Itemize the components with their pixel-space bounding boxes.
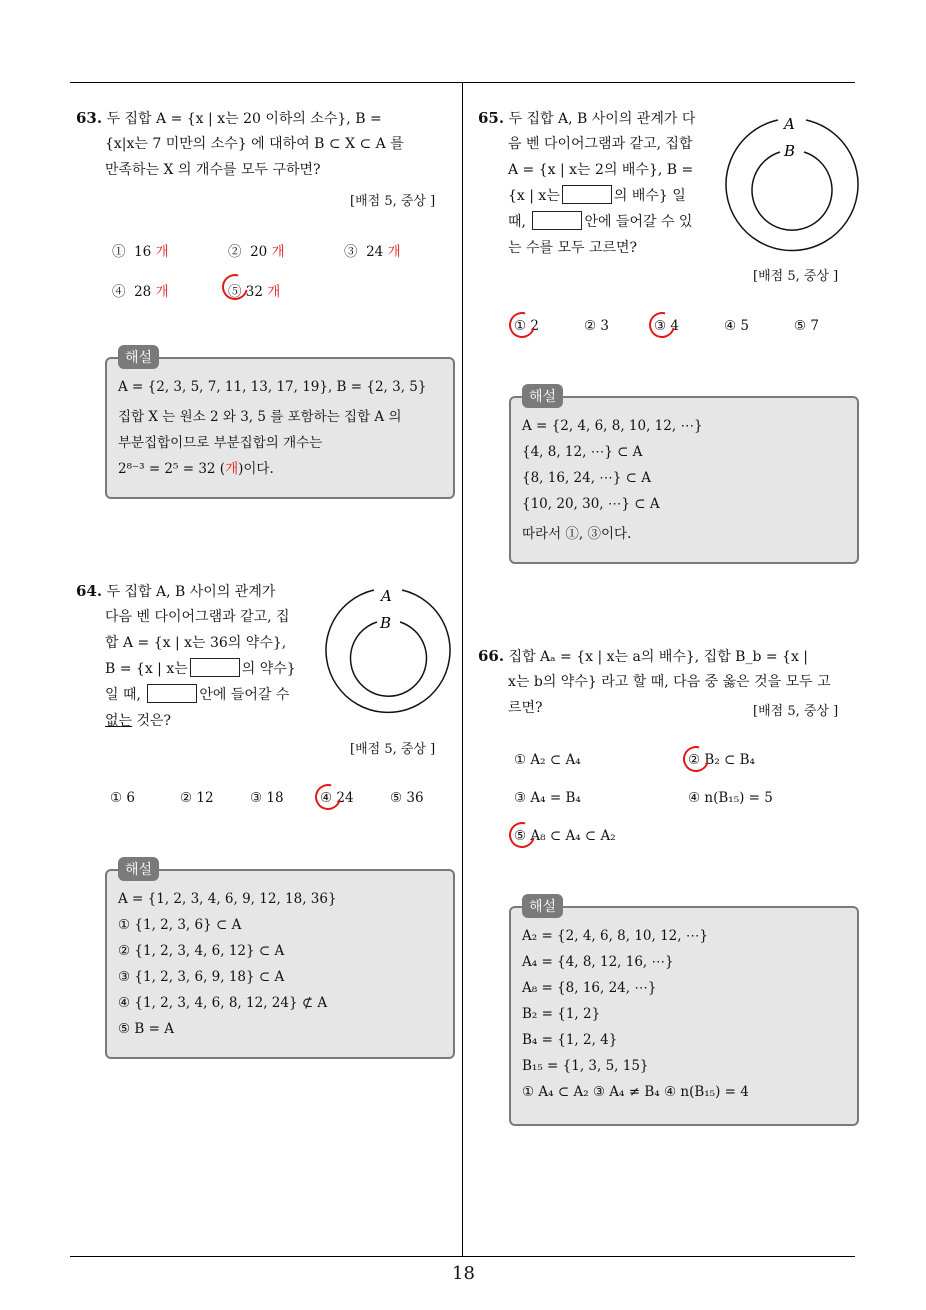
question-text-line: 두 집합 A, B 사이의 관계가 다 (508, 111, 696, 127)
answer-blank-box (147, 684, 197, 703)
solution-line: B₄ = {1, 2, 4} (522, 1032, 618, 1048)
solution-line: ④ {1, 2, 3, 4, 6, 8, 12, 24} ⊄ A (118, 995, 328, 1011)
answer-circle-mark (644, 307, 680, 343)
venn-outer-label: A (784, 115, 795, 133)
bottom-rule (70, 1256, 855, 1257)
question-number: 66. (478, 647, 505, 665)
page-number: 18 (452, 1263, 475, 1284)
question-text-line: 다음 벤 다이어그램과 같고, 집 (105, 609, 290, 625)
venn-diagram (322, 580, 454, 725)
answer-circle-mark (504, 817, 540, 853)
choice-2[interactable]: ② 12 (180, 790, 214, 806)
solution-line: B₁₅ = {1, 3, 5, 15} (522, 1058, 649, 1074)
choice-5[interactable]: ⑤ 7 (794, 318, 819, 334)
question-text-line: {x|x는 7 미만의 소수} 에 대하여 B ⊂ X ⊂ A 를 (105, 136, 404, 152)
solution-tab: 해설 (118, 345, 159, 369)
choice-3[interactable]: ③ 18 (250, 790, 284, 806)
solution-line: ② {1, 2, 3, 4, 6, 12} ⊂ A (118, 943, 285, 959)
score-label: [배점 5, 중상 ] (350, 742, 436, 757)
solution-line: 2⁸⁻³ = 2⁵ = 32 (개)이다. (118, 461, 274, 477)
column-divider (462, 82, 463, 1257)
question-text-line: 집합 Aₐ = {x | x는 a의 배수}, 집합 B_b = {x | (508, 649, 809, 665)
solution-line: ① {1, 2, 3, 6} ⊂ A (118, 917, 242, 933)
solution-line: A = {2, 3, 5, 7, 11, 13, 17, 19}, B = {2, 3, 5} (118, 379, 427, 395)
venn-outer-label: A (381, 587, 392, 605)
answer-circle-mark (310, 779, 346, 815)
question-text-line: 합 A = {x | x는 36의 약수}, (105, 635, 287, 651)
question-text-line: {x | x는 의 배수} 일 (508, 183, 686, 209)
venn-inner-label: B (784, 142, 796, 160)
choice-3[interactable]: ③ 24 개 (344, 244, 401, 260)
question-text-line: 때, 안에 들어갈 수 있 (508, 209, 692, 235)
solution-line: ⑤ B = A (118, 1021, 174, 1037)
question-text-line: 두 집합 A = {x | x는 20 이하의 소수}, B = (106, 111, 382, 127)
answer-blank-box (190, 658, 240, 677)
question-text-line: 일 때, 안에 들어갈 수 (105, 682, 289, 708)
score-label: [배점 5, 중상 ] (753, 269, 839, 284)
choice-3[interactable]: ③ 4 (654, 318, 679, 334)
solution-line: B₂ = {1, 2} (522, 1006, 601, 1022)
question-number: 65. (478, 109, 505, 127)
solution-line: {4, 8, 12, ⋯} ⊂ A (522, 444, 643, 460)
question-text-line: 두 집합 A, B 사이의 관계가 (106, 584, 276, 600)
choice-5[interactable]: ⑤ 32 개 (228, 284, 281, 300)
question-text-line: 는 수를 모두 고르면? (508, 240, 638, 256)
choice-5[interactable]: ⑤ A₈ ⊂ A₄ ⊂ A₂ (514, 828, 616, 844)
solution-line: A₈ = {8, 16, 24, ⋯} (522, 980, 657, 996)
choice-4[interactable]: ④ 5 (724, 318, 749, 334)
solution-line: A₄ = {4, 8, 12, 16, ⋯} (522, 954, 674, 970)
answer-circle-mark (504, 307, 540, 343)
solution-line: 집합 X 는 원소 2 와 3, 5 를 포함하는 집합 A 의 (118, 409, 402, 425)
venn-diagram (722, 110, 862, 262)
score-label: [배점 5, 중상 ] (753, 704, 839, 719)
question-text-line: 만족하는 X 의 개수를 모두 구하면? (105, 162, 321, 178)
solution-tab: 해설 (118, 857, 159, 881)
solution-line: {10, 20, 30, ⋯} ⊂ A (522, 496, 660, 512)
solution-line: 따라서 ①, ③이다. (522, 526, 632, 542)
choice-1[interactable]: ① 16 개 (112, 244, 169, 260)
question-text-line: x는 b의 약수} 라고 할 때, 다음 중 옳은 것을 모두 고 (508, 674, 831, 690)
choice-4[interactable]: ④ n(B₁₅) = 5 (688, 790, 773, 806)
venn-inner-label: B (380, 614, 392, 632)
solution-line: ③ {1, 2, 3, 6, 9, 18} ⊂ A (118, 969, 285, 985)
choice-1[interactable]: ① 6 (110, 790, 135, 806)
choice-2[interactable]: ② 3 (584, 318, 609, 334)
choice-1[interactable]: ① 2 (514, 318, 539, 334)
solution-line: 부분집합이므로 부분집합의 개수는 (118, 435, 323, 451)
solution-line: ① A₄ ⊂ A₂ ③ A₄ ≠ B₄ ④ n(B₁₅) = 4 (522, 1084, 749, 1100)
solution-line: A = {2, 4, 6, 8, 10, 12, ⋯} (522, 418, 703, 434)
question-text-line: 없는 것은? (105, 713, 172, 729)
choice-2[interactable]: ② B₂ ⊂ B₄ (688, 752, 755, 768)
question-text-line: A = {x | x는 2의 배수}, B = (508, 162, 694, 178)
choice-4[interactable]: ④ 24 (320, 790, 354, 806)
question-number: 64. (76, 582, 103, 600)
choice-5[interactable]: ⑤ 36 (390, 790, 424, 806)
choice-3[interactable]: ③ A₄ = B₄ (514, 790, 581, 806)
choice-4[interactable]: ④ 28 개 (112, 284, 169, 300)
choice-2[interactable]: ② 20 개 (228, 244, 285, 260)
question-text-line: 음 벤 다이어그램과 같고, 집합 (508, 136, 693, 152)
choice-1[interactable]: ① A₂ ⊂ A₄ (514, 752, 581, 768)
score-label: [배점 5, 중상 ] (350, 194, 436, 209)
answer-blank-box (532, 211, 582, 230)
solution-line: A = {1, 2, 3, 4, 6, 9, 12, 18, 36} (118, 891, 337, 907)
question-text-line: 르면? (508, 700, 543, 716)
solution-tab: 해설 (522, 894, 563, 918)
solution-tab: 해설 (522, 384, 563, 408)
solution-line: A₂ = {2, 4, 6, 8, 10, 12, ⋯} (522, 928, 708, 944)
solution-line: {8, 16, 24, ⋯} ⊂ A (522, 470, 652, 486)
answer-blank-box (562, 185, 612, 204)
question-number: 63. (76, 109, 103, 127)
question-text-line: B = {x | x는 의 약수} (105, 656, 296, 682)
answer-circle-mark (678, 741, 714, 777)
